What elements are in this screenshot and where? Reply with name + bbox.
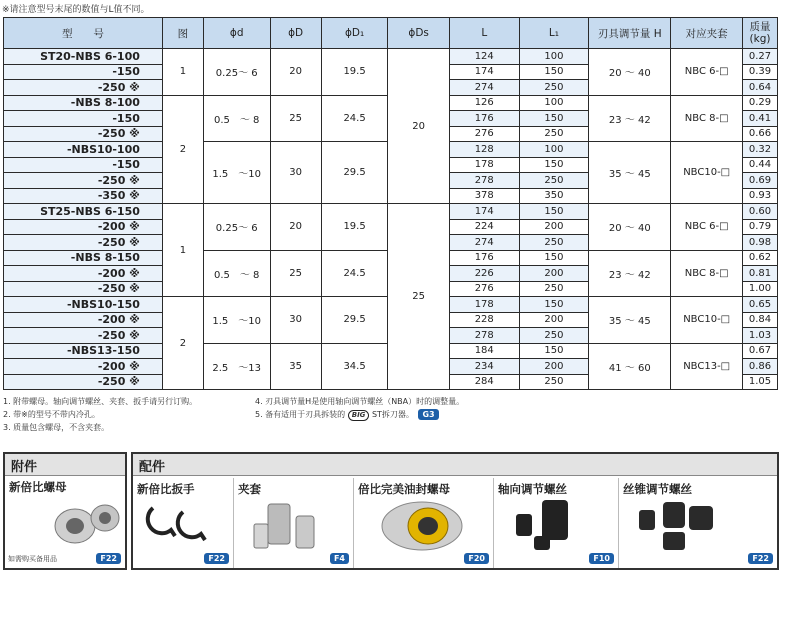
note-3: 3. 质量包含螺母，不含夹套。 (3, 423, 110, 432)
d-cell: 0.25～ 6 (203, 204, 270, 251)
model-cell: -150 (4, 157, 163, 173)
note-5 (255, 408, 464, 421)
header-d: ϕd (203, 18, 270, 49)
mass-cell: 0.93 (743, 188, 778, 204)
L1-cell: 250 (519, 80, 589, 96)
L-cell: 278 (449, 173, 519, 189)
collet-cell: NBC 6-□ (671, 204, 743, 251)
Ds-cell: 20 (388, 49, 450, 204)
L1-cell: 100 (519, 142, 589, 158)
accessory-title: 附件 (5, 454, 125, 476)
L-cell: 228 (449, 312, 519, 328)
H-cell: 23 ～ 42 (589, 250, 671, 297)
L-cell: 174 (449, 204, 519, 220)
model-cell: -NBS10-150 (4, 297, 163, 313)
accessory-item-label: 新倍比螺母 (9, 480, 67, 494)
collet-cell: NBC10-□ (671, 142, 743, 204)
mass-cell: 0.29 (743, 95, 778, 111)
L1-cell: 200 (519, 266, 589, 282)
mass-cell: 0.60 (743, 204, 778, 220)
parts-panel (131, 452, 779, 570)
part-cell (493, 478, 618, 568)
L-cell: 284 (449, 374, 519, 390)
L1-cell: 100 (519, 95, 589, 111)
header-Ds: ϕDs (388, 18, 450, 49)
adjusting-screw-icon (508, 500, 598, 552)
tap-screw-icon (633, 500, 723, 552)
Ds-cell: 25 (388, 204, 450, 390)
mass-cell: 0.79 (743, 219, 778, 235)
nut-icon (43, 496, 123, 546)
L1-cell: 250 (519, 173, 589, 189)
L1-cell: 350 (519, 188, 589, 204)
part-ref-badge[interactable]: F22 (748, 553, 773, 564)
model-cell: -250 ※ (4, 173, 163, 189)
collet-cell: NBC10-□ (671, 297, 743, 344)
model-cell: -250 ※ (4, 281, 163, 297)
D-cell: 20 (270, 204, 321, 251)
mass-cell: 0.67 (743, 343, 778, 359)
D-cell: 35 (270, 343, 321, 390)
note-5-text: 5. 备有适用于刃具拆装的 (255, 410, 346, 419)
L-cell: 274 (449, 80, 519, 96)
d-cell: 0.5 ～ 8 (203, 250, 270, 297)
L-cell: 226 (449, 266, 519, 282)
part-label: 倍比完美油封螺母 (358, 482, 450, 496)
notes-left (3, 395, 197, 434)
part-ref-badge[interactable]: F4 (330, 553, 349, 564)
mass-cell: 1.03 (743, 328, 778, 344)
model-cell: -NBS13-150 (4, 343, 163, 359)
L1-cell: 250 (519, 281, 589, 297)
L1-cell: 150 (519, 111, 589, 127)
model-cell: -200 ※ (4, 312, 163, 328)
big-logo: BIG (348, 410, 370, 421)
mass-cell: 0.69 (743, 173, 778, 189)
mass-cell: 0.32 (743, 142, 778, 158)
note-5-text-tail: ST拆刀器。 (371, 410, 414, 419)
mass-cell: 0.81 (743, 266, 778, 282)
D-cell: 30 (270, 297, 321, 344)
header-L1: L₁ (519, 18, 589, 49)
D1-cell: 29.5 (321, 297, 388, 344)
header-figure: 图 (162, 18, 203, 49)
D1-cell: 24.5 (321, 95, 388, 142)
part-ref-badge[interactable]: F20 (464, 553, 489, 564)
L-cell: 176 (449, 250, 519, 266)
model-cell: -NBS 8-100 (4, 95, 163, 111)
figure-cell: 1 (162, 49, 203, 96)
L-cell: 178 (449, 297, 519, 313)
collet-icon (248, 500, 338, 552)
L1-cell: 200 (519, 312, 589, 328)
model-cell: -NBS 8-150 (4, 250, 163, 266)
model-cell: -200 ※ (4, 359, 163, 375)
spec-table (3, 17, 778, 390)
L1-cell: 150 (519, 250, 589, 266)
part-label: 丝锥调节螺丝 (623, 482, 692, 496)
model-cell: -350 ※ (4, 188, 163, 204)
L-cell: 128 (449, 142, 519, 158)
D-cell: 20 (270, 49, 321, 96)
part-ref-badge[interactable]: F22 (204, 553, 229, 564)
model-cell: -200 ※ (4, 266, 163, 282)
top-note: ※请注意型号末尾的数值与L值不同。 (2, 5, 150, 15)
L-cell: 126 (449, 95, 519, 111)
part-cell (353, 478, 493, 568)
H-cell: 41 ～ 60 (589, 343, 671, 390)
L-cell: 176 (449, 111, 519, 127)
mass-cell: 0.66 (743, 126, 778, 142)
mass-cell: 0.98 (743, 235, 778, 251)
parts-title: 配件 (133, 454, 777, 476)
H-cell: 23 ～ 42 (589, 95, 671, 142)
part-label: 新倍比扳手 (137, 482, 195, 496)
accessory-panel (3, 452, 127, 570)
header-L: L (449, 18, 519, 49)
L1-cell: 150 (519, 64, 589, 80)
L1-cell: 150 (519, 157, 589, 173)
note-2: 2. 带※的型号不带内冷孔。 (3, 410, 100, 419)
L-cell: 174 (449, 64, 519, 80)
d-cell: 0.25～ 6 (203, 49, 270, 96)
L-cell: 276 (449, 126, 519, 142)
L-cell: 378 (449, 188, 519, 204)
L1-cell: 200 (519, 359, 589, 375)
table-row (4, 49, 778, 65)
mass-cell: 0.41 (743, 111, 778, 127)
part-cell (133, 478, 233, 568)
L1-cell: 250 (519, 235, 589, 251)
d-cell: 2.5 ～13 (203, 343, 270, 390)
D1-cell: 19.5 (321, 49, 388, 96)
H-cell: 20 ～ 40 (589, 49, 671, 96)
d-cell: 0.5 ～ 8 (203, 95, 270, 142)
header-H: 刃具调节量 H (589, 18, 671, 49)
part-cell (233, 478, 353, 568)
part-label: 夹套 (238, 482, 261, 496)
note-4: 4. 刃具调节量H是使用轴向调节螺丝（NBA）时的调整量。 (255, 397, 465, 406)
L1-cell: 150 (519, 297, 589, 313)
L1-cell: 200 (519, 219, 589, 235)
mass-cell: 0.65 (743, 297, 778, 313)
model-cell: -150 (4, 111, 163, 127)
collet-cell: NBC 8-□ (671, 95, 743, 142)
L1-cell: 150 (519, 204, 589, 220)
D1-cell: 29.5 (321, 142, 388, 204)
model-cell: ST25-NBS 6-150 (4, 204, 163, 220)
figure-cell: 2 (162, 95, 203, 204)
part-ref-badge[interactable]: F10 (589, 553, 614, 564)
header-model: 型 号 (4, 18, 163, 49)
wrench-icon (143, 500, 223, 550)
model-cell: -NBS10-100 (4, 142, 163, 158)
model-cell: -200 ※ (4, 219, 163, 235)
D-cell: 25 (270, 250, 321, 297)
collet-cell: NBC 8-□ (671, 250, 743, 297)
header-D: ϕD (270, 18, 321, 49)
mass-cell: 0.62 (743, 250, 778, 266)
mass-cell: 0.86 (743, 359, 778, 375)
model-cell: -250 ※ (4, 126, 163, 142)
D-cell: 30 (270, 142, 321, 204)
D-cell: 25 (270, 95, 321, 142)
L-cell: 124 (449, 49, 519, 65)
D1-cell: 24.5 (321, 250, 388, 297)
H-cell: 35 ～ 45 (589, 297, 671, 344)
collet-cell: NBC 6-□ (671, 49, 743, 96)
H-cell: 35 ～ 45 (589, 142, 671, 204)
table-header-row (4, 18, 778, 49)
mass-cell: 0.39 (743, 64, 778, 80)
figure-cell: 2 (162, 297, 203, 390)
L-cell: 278 (449, 328, 519, 344)
model-cell: -250 ※ (4, 374, 163, 390)
mass-cell: 1.05 (743, 374, 778, 390)
part-cell (618, 478, 777, 568)
d-cell: 1.5 ～10 (203, 297, 270, 344)
note-1: 1. 附带螺母。轴向调节螺丝、夹套、扳手请另行订购。 (3, 397, 198, 406)
header-collet: 对应夹套 (671, 18, 743, 49)
H-cell: 20 ～ 40 (589, 204, 671, 251)
table-row (4, 204, 778, 220)
accessory-small-note: 如需购买备用品 (8, 555, 57, 563)
L-cell: 224 (449, 219, 519, 235)
part-label: 轴向调节螺丝 (498, 482, 567, 496)
mass-cell: 0.84 (743, 312, 778, 328)
D1-cell: 34.5 (321, 343, 388, 390)
page-ref-badge[interactable]: G3 (418, 409, 438, 420)
L1-cell: 250 (519, 126, 589, 142)
model-cell: ST20-NBS 6-100 (4, 49, 163, 65)
model-cell: -250 ※ (4, 235, 163, 251)
L1-cell: 250 (519, 328, 589, 344)
model-cell: -250 ※ (4, 328, 163, 344)
L-cell: 178 (449, 157, 519, 173)
L-cell: 184 (449, 343, 519, 359)
D1-cell: 19.5 (321, 204, 388, 251)
L-cell: 276 (449, 281, 519, 297)
mass-cell: 1.00 (743, 281, 778, 297)
mass-cell: 0.64 (743, 80, 778, 96)
model-cell: -150 (4, 64, 163, 80)
seal-nut-icon (372, 500, 472, 552)
L-cell: 274 (449, 235, 519, 251)
header-D1: ϕD₁ (321, 18, 388, 49)
figure-cell: 1 (162, 204, 203, 297)
model-cell: -250 ※ (4, 80, 163, 96)
L1-cell: 250 (519, 374, 589, 390)
mass-cell: 0.44 (743, 157, 778, 173)
collet-cell: NBC13-□ (671, 343, 743, 390)
header-mass: 质量 (kg) (743, 18, 778, 49)
L1-cell: 100 (519, 49, 589, 65)
mass-cell: 0.27 (743, 49, 778, 65)
notes-right (255, 395, 464, 421)
accessory-ref-badge[interactable]: F22 (96, 553, 121, 564)
d-cell: 1.5 ～10 (203, 142, 270, 204)
L1-cell: 150 (519, 343, 589, 359)
L-cell: 234 (449, 359, 519, 375)
